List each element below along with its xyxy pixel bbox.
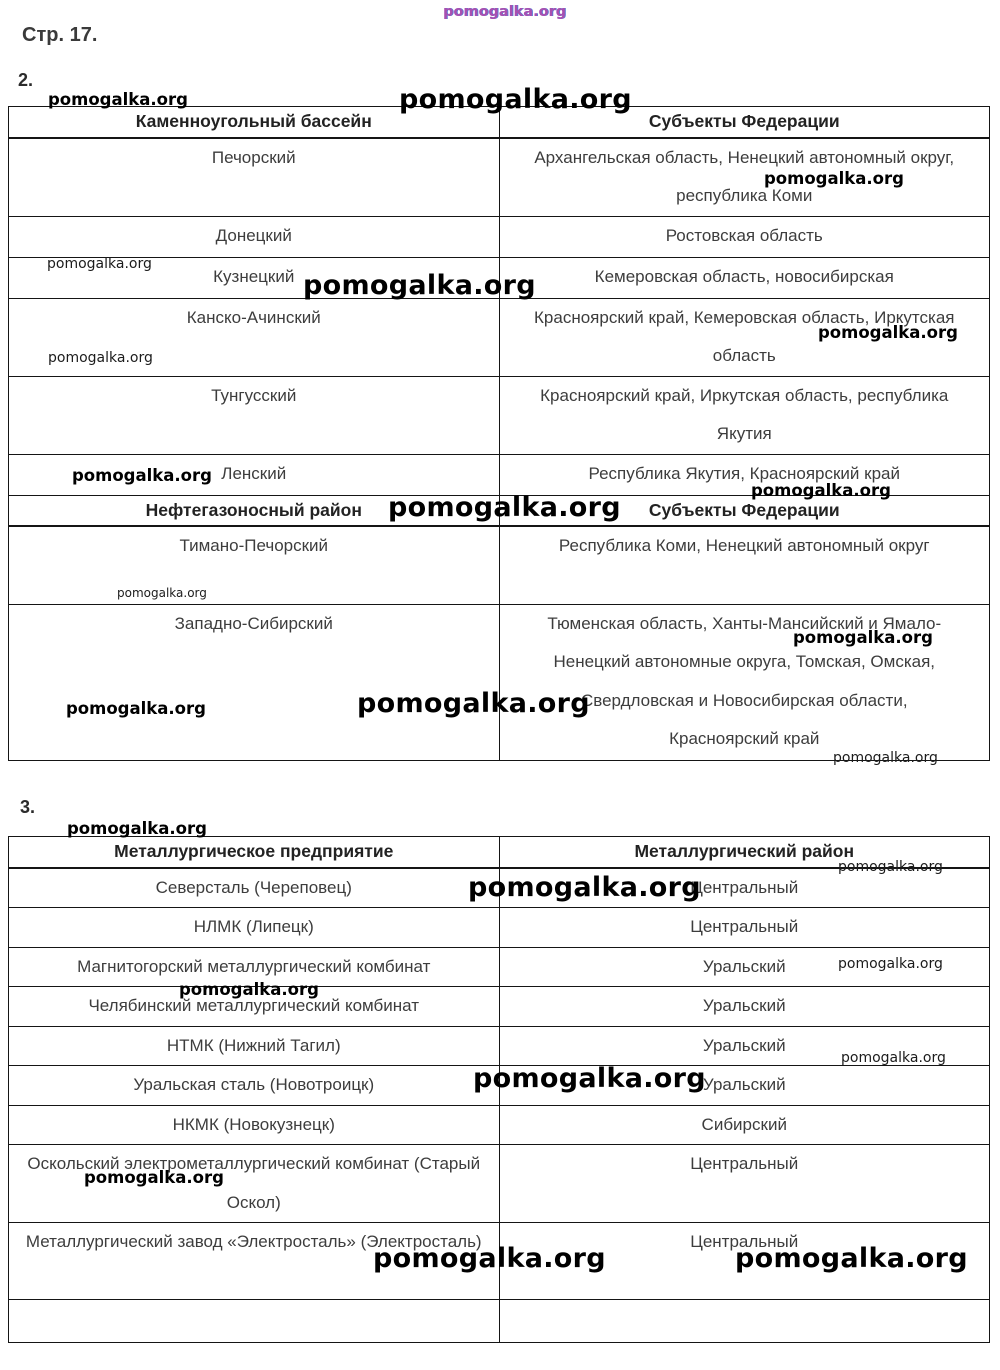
oil-header-row (9, 495, 990, 526)
cell-enterprise: НКМК (Новокузнецк) (9, 1105, 500, 1145)
cell-enterprise: Магнитогорский металлургический комбинат (9, 947, 500, 987)
cell-basin: Тунгусский (9, 376, 500, 454)
coal-header-row (9, 107, 990, 138)
table-row (9, 1145, 990, 1223)
metallurgy-header-row (9, 837, 990, 868)
watermark: pomogalka.org (84, 1168, 224, 1187)
watermark: pomogalka.org (818, 323, 958, 342)
watermark: pomogalka.org (66, 699, 206, 718)
watermark: pomogalka.org (838, 859, 943, 875)
cell-region: Сибирский (499, 1105, 990, 1145)
metallurgy-table (8, 836, 990, 1343)
cell-region: Уральский (499, 947, 990, 987)
cell-enterprise: Уральская сталь (Новотроицк) (9, 1066, 500, 1106)
table-row (9, 1223, 990, 1300)
table-row (9, 868, 990, 908)
table-row (9, 604, 990, 760)
watermark: pomogalka.org (303, 270, 536, 301)
watermark: pomogalka.org (72, 466, 212, 485)
table-row (9, 376, 990, 454)
watermark: pomogalka.org (838, 956, 943, 972)
watermark: pomogalka.org (47, 256, 152, 272)
table-row (9, 526, 990, 604)
cell-basin: Печорский (9, 138, 500, 217)
cell-subjects: Ростовская область (499, 216, 990, 257)
watermark: pomogalka.org (841, 1050, 946, 1066)
watermark: pomogalka.org (117, 586, 207, 600)
table-row (9, 1105, 990, 1145)
cell-basin: Ленский (9, 454, 500, 495)
cell-subjects: Красноярский край, Кемеровская область, Иркутская область (499, 298, 990, 376)
cell-enterprise: НЛМК (Липецк) (9, 908, 500, 948)
cell-empty (499, 1300, 990, 1343)
cell-basin: Канско-Ачинский (9, 298, 500, 376)
cell-subjects: Республика Коми, Ненецкий автономный округ (499, 526, 990, 604)
table-row (9, 298, 990, 376)
coal-oil-table (8, 106, 990, 761)
table-row (9, 908, 990, 948)
watermark: pomogalka.org (48, 350, 153, 366)
cell-subjects: Архангельская область, Ненецкий автономный округ, республика Коми (499, 138, 990, 217)
cell-enterprise: Северсталь (Череповец) (9, 868, 500, 908)
cell-enterprise: НТМК (Нижний Тагил) (9, 1026, 500, 1066)
cell-enterprise: Металлургический завод «Электросталь» (Электросталь) (9, 1223, 500, 1300)
column-header-subjects: Субъекты Федерации (499, 495, 990, 526)
watermark: pomogalka.org (388, 492, 621, 523)
column-header-enterprise: Металлургическое предприятие (9, 837, 500, 868)
cell-region: Центральный (499, 868, 990, 908)
cell-basin: Кузнецкий (9, 257, 500, 298)
cell-oil-region: Западно-Сибирский (9, 604, 500, 760)
column-header-subjects: Субъекты Федерации (499, 107, 990, 138)
cell-subjects: Тюменская область, Ханты-Мансийский и Ямало-Ненецкий автономные округа, Томская, Омская, Свердловская и Новосибирская области, Красноярский край (499, 604, 990, 760)
cell-enterprise: Оскольский электрометаллургический комбинат (Старый Оскол) (9, 1145, 500, 1223)
table-row (9, 1066, 990, 1106)
section-2-label: 2. (18, 70, 34, 90)
cell-region: Центральный (499, 908, 990, 948)
watermark: pomogalka.org (751, 481, 891, 500)
watermark: pomogalka.org (48, 90, 188, 109)
watermark: pomogalka.org (443, 4, 566, 20)
column-header-oil-region: Нефтегазоносный район (9, 495, 500, 526)
cell-oil-region: Тимано-Печорский (9, 526, 500, 604)
watermark: pomogalka.org (399, 84, 632, 115)
watermark: pomogalka.org (793, 628, 933, 647)
watermark: pomogalka.org (764, 169, 904, 188)
watermark: pomogalka.org (473, 1063, 706, 1094)
table-row (9, 216, 990, 257)
watermark: pomogalka.org (833, 750, 938, 766)
cell-empty (9, 1300, 500, 1343)
table-row (9, 257, 990, 298)
table-row-empty (9, 1300, 990, 1343)
column-header-region: Металлургический район (499, 837, 990, 868)
cell-region: Центральный (499, 1145, 990, 1223)
cell-subjects: Красноярский край, Иркутская область, республика Якутия (499, 376, 990, 454)
cell-basin: Донецкий (9, 216, 500, 257)
column-header-basin: Каменноугольный бассейн (9, 107, 500, 138)
cell-enterprise: Челябинский металлургический комбинат (9, 987, 500, 1027)
watermark: pomogalka.org (67, 819, 207, 838)
page-title: Стр. 17. (22, 24, 98, 46)
table-row (9, 987, 990, 1027)
cell-region: Уральский (499, 1066, 990, 1106)
watermark: pomogalka.org (357, 688, 590, 719)
cell-region: Уральский (499, 1026, 990, 1066)
cell-subjects: Республика Якутия, Красноярский край (499, 454, 990, 495)
table-row (9, 454, 990, 495)
section-3-label: 3. (20, 797, 36, 817)
watermark: pomogalka.org (735, 1243, 968, 1274)
table-row (9, 947, 990, 987)
table-row (9, 138, 990, 217)
watermark: pomogalka.org (373, 1243, 606, 1274)
cell-subjects: Кемеровская область, новосибирская (499, 257, 990, 298)
cell-region: Уральский (499, 987, 990, 1027)
table-row (9, 1026, 990, 1066)
watermark: pomogalka.org (468, 872, 701, 903)
cell-region: Центральный (499, 1223, 990, 1300)
watermark: pomogalka.org (179, 980, 319, 999)
